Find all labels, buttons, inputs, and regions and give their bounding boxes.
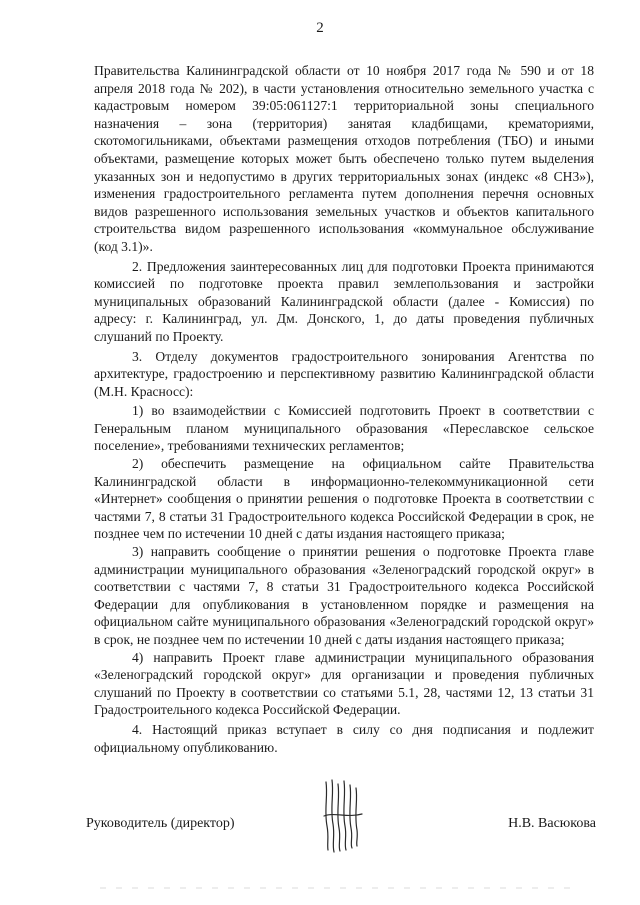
signer-name: Н.В. Васюкова (508, 816, 596, 831)
paragraph-subitem-2: 2) обеспечить размещение на официальном сайте Правительства Калининградской области в информационно-телекоммуникационной сети «Интернет» сообщения о принятии решения о подготовке Проекта в соответствии с частями 7, 8 статьи 31 Градостроительного кодекса Российской Федерации в срок, не позднее чем по истечении 10 дней с даты издания настоящего приказа; (94, 456, 594, 542)
signer-title: Руководитель (директор) (86, 816, 235, 831)
paragraph-item-2: 2. Предложения заинтересованных лиц для подготовки Проекта принимаются комиссией по подготовке проекта правил землепользования и застройки муниципальных образований Калининградской области (далее - Комиссия) по адресу: г. Калининград, ул. Дм. Донского, 1, до даты проведения публичных слушаний по Проекту. (94, 258, 594, 344)
document-body (94, 62, 594, 756)
paragraph-continuation: Правительства Калининградской области от 10 ноября 2017 года № 590 и от 18 апреля 2018 года № 202), в части установления относительно земельного участка с кадастровым номером 39:05:061127:1 территориальной зоны специального назначения – зона (территория) занятая кладбищами, крематориями, скотомогильниками, объектами размещения отходов потребления (ТБО) и иными объектами, размещение которых может быть обеспечено только путем выделения указанных зон и недопустимо в других территориальных зонах (индекс «8 СН3»), изменения градостроительного регламента путем дополнения перечня основных видов разрешенного использования земельных участков и объектов капитального строительства видом разрешенного использования «коммунальное обслуживание (код 3.1)». (94, 63, 594, 254)
paragraph-subitem-1: 1) во взаимодействии с Комиссией подготовить Проект в соответствии с Генеральным планом муниципального образования «Переславское сельское поселение», требованиями технических регламентов; (94, 403, 594, 454)
handwritten-signature-icon (318, 776, 368, 854)
paragraph-item-4: 4. Настоящий приказ вступает в силу со дня подписания и подлежит официальному опубликованию. (94, 721, 594, 755)
paragraph-subitem-3: 3) направить сообщение о принятии решения о подготовке Проекта главе администрации муниципального образования «Зеленоградский городской округ» в соответствии с частями 7, 8 статьи 31 Градостроительного кодекса Российской Федерации для опубликования в установленном порядке и размещения на официальном сайте муниципального образования «Зеленоградский городской округ» в срок, не позднее чем по истечении 10 дней с даты издания настоящего приказа; (94, 544, 594, 647)
scan-artifact-line (100, 884, 580, 892)
paragraph-item-3: 3. Отделу документов градостроительного зонирования Агентства по архитектуре, градостроению и перспективному развитию Калининградской области (М.Н. Красносс): (94, 348, 594, 399)
signature-block (86, 816, 596, 838)
paragraph-subitem-4: 4) направить Проект главе администрации муниципального образования «Зеленоградский городской округ» для организации и проведения публичных слушаний по Проекту в соответствии со статьями 5.1, 28, частями 12, 13 статьи 31 Градостроительного кодекса Российской Федерации. (94, 649, 594, 718)
page-number: 2 (316, 20, 324, 36)
